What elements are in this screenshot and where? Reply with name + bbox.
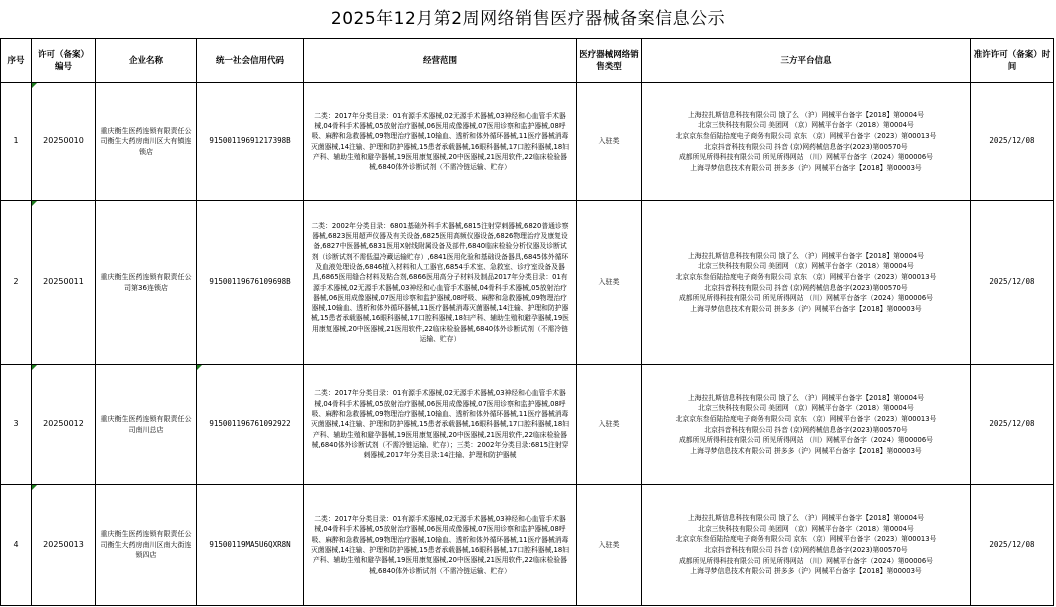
cell-license-no[interactable] [32, 365, 96, 485]
cell-company[interactable]: 重庆衡生医药连锁有限责任公司衡生大药房南川区大有镇连锁店 [96, 83, 197, 201]
platform-line: 上海拉扎斯信息科技有限公司 饿了么 （沪）网械平台备字【2018】第0004号 [687, 110, 925, 119]
platform-line: 上海寻梦信息技术有限公司 拼多多（沪）网械平台备字【2018】第00003号 [690, 304, 922, 313]
cell-license-no[interactable] [32, 485, 96, 606]
platform-line: 成都所见所得科技有限公司 所见所得网站 （川）网械平台备字（2024）第00006号 [679, 436, 933, 445]
cell-scope[interactable]: 二类：2002年分类目录：6801基础外科手术器械,6815注射穿刺器械,6820普通诊察器械,6823医用超声仪器及有关设备,6825医用高频仪器设备,6826物理治疗及康复设备,6827中医器械,6831医用X射线附属设备及部件,6840临床检验分析仪器及诊断试剂（诊断试剂不需低温冷藏运输贮存）,6841医用化验和基础设备器具,6845体外循环及血液处理设备,6846植入材料和人工器官,6854手术室、急救室、诊疗室设备及器具,6865医用缝合材料及粘合剂,6866医用高分子材料及制品2017年分类目录：01有源手术器械,02无源手术器械,03神经和心血管手术器械,04骨科手术器械,05放射治疗器械,06医用成像器械,07医用诊察和监护器械,08呼吸、麻醉和急救器械,09物理治疗器械,10输血、透析和体外循环器械,11医疗器械消毒灭菌器械,14注输、护理和防护器械,15患者承载器械,16眼科器械,17口腔科器械,18妇产科、辅助生殖和避孕器械,19医用康复器械,20中医器械,21医用软件,22临床检验器械,6840体外诊断试剂（不需冷链运输、贮存） [304, 201, 577, 365]
cell-company[interactable]: 重庆衡生医药连锁有限责任公司衡生大药房南川区南大街连锁四店 [96, 485, 197, 606]
platform-line: 上海寻梦信息技术有限公司 拼多多（沪）网械平台备字【2018】第00003号 [690, 567, 922, 576]
cell-seq[interactable]: 4 [1, 485, 32, 606]
table-row [1, 201, 1054, 365]
cell-platform[interactable] [642, 485, 971, 606]
cell-credit-code[interactable] [197, 365, 304, 485]
license-no-text: 20250010 [43, 136, 84, 146]
cell-seq[interactable]: 3 [1, 365, 32, 485]
cell-company[interactable]: 重庆衡生医药连锁有限责任公司第36连锁店 [96, 201, 197, 365]
header-date: 准许许可（备案）时间 [971, 39, 1054, 83]
cell-scope[interactable]: 二类：2017年分类目录：01有源手术器械,02无源手术器械,03神经和心血管手术器械,04骨科手术器械,05放射治疗器械,06医用成像器械,07医用诊察和监护器械,08呼吸、麻醉和急救器械,09物理治疗器械,10输血、透析和体外循环器械,11医疗器械消毒灭菌器械,14注输、护理和防护器械,15患者承载器械,16眼科器械,17口腔科器械,18妇产科、辅助生殖和避孕器械,19医用康复器械,20中医器械,21医用软件,22临床检验器械,6840体外诊断试剂（不需冷链运输、贮存） [304, 83, 577, 201]
cell-scope[interactable]: 二类：2017年分类目录：01有源手术器械,02无源手术器械,03神经和心血管手术器械,04骨科手术器械,05放射治疗器械,06医用成像器械,07医用诊察和监护器械,08呼吸、麻醉和急救器械,09物理治疗器械,10输血、透析和体外循环器械,11医疗器械消毒灭菌器械,14注输、护理和防护器械,15患者承载器械,16眼科器械,17口腔科器械,18妇产科、辅助生殖和避孕器械,19医用康复器械,20中医器械,21医用软件,22临床检验器械,6840体外诊断试剂（不需冷链运输、贮存）；三类：2002年分类目录:6815注射穿刺器械,2017年分类目录:14注输、护理和防护器械 [304, 365, 577, 485]
table-row [1, 365, 1054, 485]
platform-line: 成都所见所得科技有限公司 所见所得网站 （川）网械平台备字（2024）第00006号 [679, 556, 933, 565]
platform-line: 北京抖音科技有限公司 抖音 (京)网药械信息备字(2023)第00570号 [704, 546, 908, 554]
cell-credit-code[interactable]: 91500119691217398B [197, 83, 304, 201]
header-sale-type: 医疗器械网络销售类型 [577, 39, 642, 83]
cell-scope[interactable]: 二类：2017年分类目录：01有源手术器械,02无源手术器械,03神经和心血管手术器械,04骨科手术器械,05放射治疗器械,06医用成像器械,07医用诊察和监护器械,08呼吸、麻醉和急救器械,09物理治疗器械,10输血、透析和体外循环器械,11医疗器械消毒灭菌器械,14注输、护理和防护器械,15患者承载器械,16眼科器械,17口腔科器械,18妇产科、辅助生殖和避孕器械,19医用康复器械,20中医器械,21医用软件,22临床检验器械,6840体外诊断试剂（不需冷链运输、贮存） [304, 485, 577, 606]
cell-date[interactable]: 2025/12/08 [971, 485, 1054, 606]
cell-credit-code[interactable]: 91500119676109698B [197, 201, 304, 365]
cell-sale-type[interactable]: 入驻类 [577, 365, 642, 485]
header-platform: 三方平台信息 [642, 39, 971, 83]
platform-line: 北京抖音科技有限公司 抖音 (京)网药械信息备字(2023)第00570号 [704, 425, 908, 434]
cell-sale-type[interactable]: 入驻类 [577, 83, 642, 201]
platform-line: 北京京东叁佰陆拾度电子商务有限公司 京东 （京）网械平台备字（2023）第00013号 [675, 535, 937, 544]
platform-line: 北京抖音科技有限公司 抖音 (京)网药械信息备字(2023)第00570号 [704, 142, 908, 151]
platform-line: 北京抖音科技有限公司 抖音 (京)网药械信息备字(2023)第00570号 [704, 283, 908, 292]
cell-seq[interactable]: 1 [1, 83, 32, 201]
cell-license-no[interactable] [32, 83, 96, 201]
platform-line: 北京三快科技有限公司 美团网 （京）网械平台备字（2018）第0004号 [698, 121, 914, 130]
cell-sale-type[interactable]: 入驻类 [577, 201, 642, 365]
cell-platform[interactable] [642, 365, 971, 485]
cell-seq[interactable]: 2 [1, 201, 32, 365]
table-row [1, 83, 1054, 201]
platform-line: 成都所见所得科技有限公司 所见所得网站 （川）网械平台备字（2024）第00006号 [679, 153, 933, 162]
license-no-text: 20250013 [43, 539, 84, 549]
cell-date[interactable]: 2025/12/08 [971, 365, 1054, 485]
cell-sale-type[interactable]: 入驻类 [577, 485, 642, 606]
platform-line: 成都所见所得科技有限公司 所见所得网站 （川）网械平台备字（2024）第00006号 [679, 294, 933, 303]
platform-line: 北京三快科技有限公司 美团网 （京）网械平台备字（2018）第0004号 [698, 262, 914, 271]
header-company: 企业名称 [96, 39, 197, 83]
header-scope: 经营范围 [304, 39, 577, 83]
cell-date[interactable]: 2025/12/08 [971, 201, 1054, 365]
platform-line: 北京京东叁佰陆拾度电子商务有限公司 京东 （京）网械平台备字（2023）第00013号 [675, 414, 937, 423]
registration-table [0, 38, 1054, 606]
page-title: 2025年12月第2周网络销售医疗器械备案信息公示 [330, 9, 726, 29]
cell-credit-code[interactable]: 91500119MA5U6QXR8N [197, 485, 304, 606]
cell-date[interactable]: 2025/12/08 [971, 83, 1054, 201]
platform-line: 北京京东叁佰陆拾度电子商务有限公司 京东 （京）网械平台备字（2023）第00013号 [675, 131, 937, 140]
credit-code-text: 915001196761092922 [209, 419, 291, 429]
header-seq: 序号 [1, 39, 32, 83]
platform-line: 上海拉扎斯信息科技有限公司 饿了么 （沪）网械平台备字【2018】第0004号 [687, 514, 925, 523]
platform-line: 北京三快科技有限公司 美团网 （京）网械平台备字（2018）第0004号 [698, 404, 914, 413]
platform-line: 上海拉扎斯信息科技有限公司 饿了么 （沪）网械平台备字【2018】第0004号 [687, 251, 925, 260]
license-no-text: 20250011 [43, 277, 84, 287]
license-no-text: 20250012 [43, 419, 84, 429]
platform-line: 北京京东叁佰陆拾度电子商务有限公司 京东 （京）网械平台备字（2023）第00013号 [675, 272, 937, 281]
platform-line: 北京三快科技有限公司 美团网 （京）网械平台备字（2018）第0004号 [698, 524, 914, 533]
platform-line: 上海拉扎斯信息科技有限公司 饿了么 （沪）网械平台备字【2018】第0004号 [687, 393, 925, 402]
platform-line: 上海寻梦信息技术有限公司 拼多多（沪）网械平台备字【2018】第00003号 [690, 446, 922, 455]
cell-company[interactable]: 重庆衡生医药连锁有限责任公司南川总店 [96, 365, 197, 485]
header-row [1, 39, 1054, 83]
platform-line: 上海寻梦信息技术有限公司 拼多多（沪）网械平台备字【2018】第00003号 [690, 163, 922, 172]
cell-platform[interactable] [642, 201, 971, 365]
cell-platform[interactable] [642, 83, 971, 201]
header-license-no: 许可（备案）编号 [32, 39, 96, 83]
table-row [1, 485, 1054, 606]
cell-license-no[interactable] [32, 201, 96, 365]
header-credit-code: 统一社会信用代码 [197, 39, 304, 83]
